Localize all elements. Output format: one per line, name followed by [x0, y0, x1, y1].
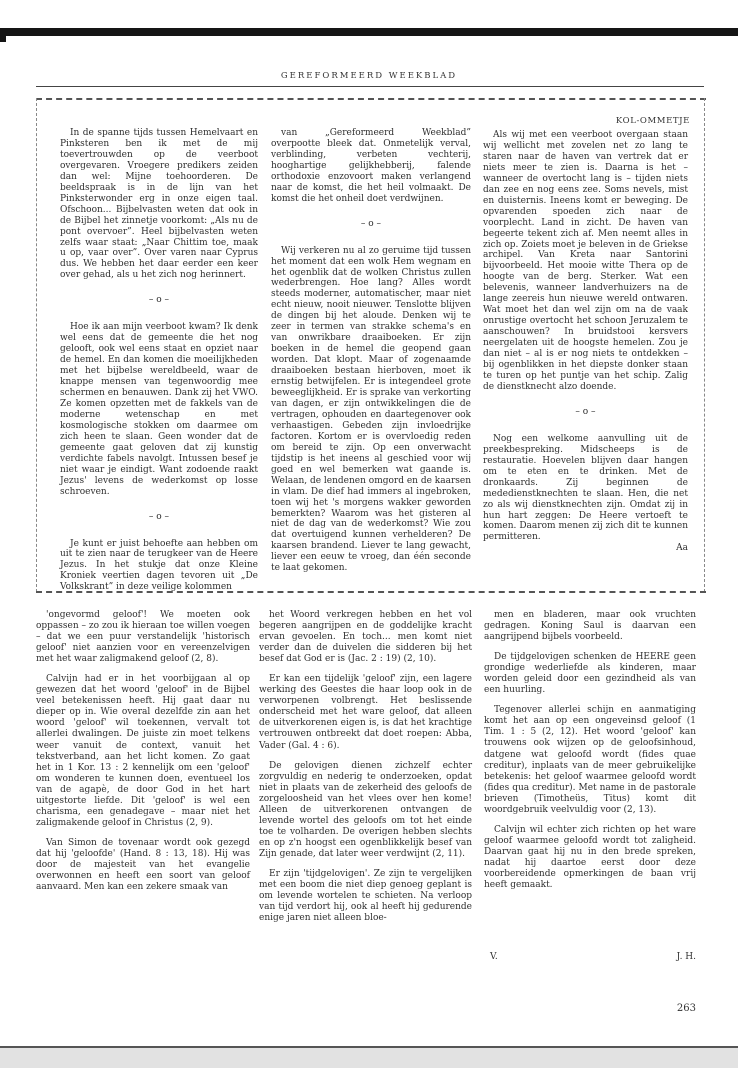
article-text-2	[259, 610, 472, 924]
paragraph: Tegenover allerlei schijn en aanmatiging komt het aan op een ongeveinsd geloof (1 Tim. 1 : 5 (2, 12). Het woord 'geloof' kan trouwens ook wijzen op de geloofsinhoud, datgene wat geloofd wordt (fides quae creditur), inplaats van de meer gebruikelijke betekenis: het geloof waarmee geloofd wordt (fides qua creditur). Met name in de pastorale brieven (Timotheüs, Titus) komt dit woordgebruik veelvuldig voor (2, 13).	[484, 705, 696, 815]
paragraph: Nog een welkome aanvulling uit de preekbespreking. Midscheeps is de restauratie. Hoevelen blijven daar hangen om te eten en te drinken. Met de dronkaards. Zij beginnen de mededienstknechten te slaan. Hen, die net zo als wij dienstknechten zijn. Omdat zij in hun hart zeggen: De Heere vertoeft te komen. Daarom menen zij zich dit te kunnen permitteren.	[483, 433, 688, 543]
section-separator: – o –	[148, 511, 170, 522]
paragraph: In de spanne tijds tussen Hemelvaart en Pinksteren ben ik met de mij toevertrouwden op de veerboot overgevaren. Vroegere predikers zeiden dan wel: Mijne toehoorderen. De beeldspraak is in de lijn van het Pinksterwonder erg in onze eigen taal. Ofschoon... Bijbelvasten weten dat ook in de Bijbel het zinnetje voorkomt: „Als nu de pont overvoer”. Heel bijbelvasten weten zelfs waar staat: „Naar Chittim toe, maak u op, vaar over”. Over varen naar Cyprus dus. We hebben het daar eerder een keer over gehad, als u het zich nog herinnert.	[60, 128, 258, 281]
article-text-3	[484, 610, 696, 891]
column-box-right-border	[704, 98, 705, 592]
scan-top-bar-cap	[0, 28, 6, 42]
paragraph: Er zijn 'tijdgelovigen'. Ze zijn te vergelijken met een boom die niet diep genoeg geplant is om levende wortelen te schieten. Na verloop van tijd verdort hij, ook al heeft hij gedurende enige jaren niet alleen bloe-	[259, 868, 472, 924]
article-text-1	[36, 610, 250, 893]
author-initials: J. H.	[676, 952, 696, 962]
paragraph: 'ongevormd geloof'! We moeten ook oppassen – zo zou ik hieraan toe willen voegen – dat we een puur verstandelijk 'historisch geloof' niet aanzien voor en vereenzelvigen met het waar zaligmakend geloof (2, 8).	[36, 610, 250, 665]
scan-bottom-edge-line	[0, 1046, 738, 1048]
scan-bottom-edge	[0, 1046, 738, 1068]
column-title: KOL-OMMETJE	[615, 116, 690, 126]
section-separator: – o –	[575, 406, 596, 417]
paragraph: Van Simon de tovenaar wordt ook gezegd dat hij 'geloofde' (Hand. 8 : 13, 18). Hij was door de majesteit van het evangelie overwonnen en heeft een soort van geloof aanvaard. Men kan een zekere smaak van	[36, 837, 250, 893]
column-signature: Aa	[676, 543, 688, 554]
column-text-1	[60, 128, 258, 593]
section-separator: – o –	[148, 295, 170, 306]
paragraph: Als wij met een veerboot overgaan staan wij wellicht met zovelen net zo lang te staren naar de haven van vertrek dat er niets meer te zien is. Daarna is het – wanneer de overtocht lang is – tijden niets dan zee en nog eens zee. Soms nevels, mist en duisternis. Ineens komt er beweging. De opvarenden spoeden zich naar de voorplecht. Land in zicht. De haven van begeerte tekent zich af. Men neemt alles in zich op. Zoiets moet je beleven in de Griekse archipel. Van Kreta naar Santorini bijvoorbeeld. Het mooie witte Thera op de hoogte van de berg. Sterker. Wat een belevenis, wanneer landverhuizers na de lange zeereis hun nieuwe wereld ontwaren. Wat moet het dan wel zijn om na de vaak onrustige overtocht het schoon Jeruzalem te aanschouwen? In bruidstooi kersvers neergelaten uit de hoogste hemelen. Zou je dan niet – al is er nog niets te ontdekken – bij ogenblikken in het diepste donker staan te turen op het puntje van het schip. Zalig de dienstknecht alzo doende.	[483, 130, 688, 392]
footer-left-mark: V.	[490, 952, 498, 962]
paragraph: De tijdgelovigen schenken de HEERE geen grondige wederliefde als kinderen, maar worden geleid door een gezindheid als van een huurling.	[484, 652, 696, 696]
paragraph: Er kan een tijdelijk 'geloof' zijn, een lagere werking des Geestes die haar loop ook in de verworpenen volbrengt. Het beslissende onderscheid met het ware geloof, dat alleen de uitverkorenen eigen is, is dat het krachtige vertrouwen ontbreekt dat doet roepen: Abba, Vader (Gal. 4 : 6).	[259, 674, 472, 751]
paragraph: Calvijn had er in het voorbijgaan al op gewezen dat het woord 'geloof' in de Bijbel veel betekenissen heeft. Hij gaat daar nu dieper op in. Wie overal dezelfde zin aan het woord 'geloof' wil toekennen, vervalt tot allerlei dwalingen. De juiste zin moet telkens weer vanuit de context, vanuit het tekstverband, aan het licht komen. Zo gaat het in 1 Kor. 13 : 2 kennelijk om een 'geloof' om wonderen te kunnen doen, eventueel los van de agapè, de door God in het hart uitgestorte liefde. Dit 'geloof' is wel een charisma, een genadegave – maar niet het zaligmakende geloof in Christus (2, 9).	[36, 674, 250, 828]
paragraph: Wij verkeren nu al zo geruime tijd tussen het moment dat een wolk Hem wegnam en het ogenblik dat de wolken Christus zullen wederbrengen. Hoe lang? Alles wordt steeds moderner, automatischer, maar niet echt nieuw, nooit nieuwer. Tenslotte blijven de dingen bij het aloude. Denken wij te zeer in termen van strakke schema's en van onwrikbare draaiboeken. Er zijn boeken in de hemel die geopend gaan worden. Dat klopt. Maar of zogenaamde draaiboeken bestaan hierboven, moet ik ernstig betwijfelen. Er is integendeel grote beweeglijkheid. Er is sprake van verkorting van dagen, er zijn ontwikkelingen die de vertragen, ophouden en daartegenover ook verhaastigen. Gebeden zijn invloedrijke factoren. Kortom er is overvloedig reden om bereid te zijn. Op een onverwacht tijdstip is het ineens al geschied voor wij goed en wel bemerken wat gaande is. Welaan, de lendenen omgord en de kaarsen in vlam. De dief had immers al ingebroken, toen wij het 's morgens wakker geworden bemerkten? Waarom was het gisteren al niet de dag van de wederkomst? Wie zou dat overtuigend kunnen verhelderen? De kaarsen brandend. Liever te lang gewacht, liever een eeuw te vroeg, dan één seconde te laat gekomen.	[271, 245, 472, 574]
scan-top-bar	[0, 28, 738, 36]
paragraph: Je kunt er juist behoefte aan hebben om uit te zien naar de terugkeer van de Heere Jezus. In het stukje dat onze Kleine Kroniek veertien dagen tevoren uit „De Volkskrant” in deze veilige kolommen	[60, 538, 258, 593]
column-box-top-border	[36, 98, 706, 100]
column-text-2	[271, 128, 471, 574]
paragraph: Calvijn wil echter zich richten op het ware geloof waarmee geloofd wordt tot zaligheid. Daarvan gaat hij nu in den brede spreken, nadat hij daartoe eerst door deze voorbereidende opmerkingen de baan vrij heeft gemaakt.	[484, 824, 696, 891]
column-text-3	[483, 130, 688, 554]
section-separator: – o –	[360, 218, 382, 229]
running-header: GEREFORMEERD WEEKBLAD	[280, 71, 458, 81]
column-box-left-border	[36, 98, 37, 592]
paragraph: De gelovigen dienen zichzelf echter zorgvuldig en nederig te onderzoeken, opdat niet in plaats van de zekerheid des geloofs de zorgeloosheid van het vlees over hen kome! Alleen de uitverkorenen ontvangen de levende wortel des geloofs om tot het einde toe te volharden. De overigen hebben slechts en op z'n hoogst een ogenblikkelijk besef van Zijn genade, dat later weer verdwijnt (2, 11).	[259, 760, 472, 859]
page-number: 263	[676, 1003, 696, 1014]
paragraph: Hoe ik aan mijn veerboot kwam? Ik denk wel eens dat de gemeente die het nog gelooft, ook wel eens staat en opziet naar de hemel. En dan komen die moeilijkheden met het bijbelse wereldbeeld, waar de knappe mensen van tegenwoordig mee schermen en benauwen. Dank zij het VWO. Ze komen opzetten met de fakkels van de moderne wetenschap en met kosmologische stokken om daarmee om zich heen te slaan. Geen wonder dat de gemeente gaat geloven dat zij kunstig verdichte fabels navolgt. Intussen besef je niet waar je eindigt. Want zodoende raakt Jezus' levens de wederkomst op losse schroeven.	[60, 322, 258, 497]
header-rule	[36, 86, 704, 87]
paragraph: het Woord verkregen hebben en het vol begeren aangrijpen en de goddelijke kracht ervan gevoelen. En toch... men komt niet verder dan de duivelen die sidderen bij het besef dat God er is (Jac. 2 : 19) (2, 10).	[259, 610, 472, 665]
paragraph: men en bladeren, maar ook vruchten gedragen. Koning Saul is daarvan een aangrijpend bijbels voorbeeld.	[484, 610, 696, 643]
paragraph: van „Gereformeerd Weekblad” overpootte bleek dat. Onmetelijk verval, verblinding, verbeten vechterij, hooghartige gelijkhebberij, falende orthodoxie enzovoort maken verlangend naar de komst, die het heil volmaakt. De komst die het onheil doet verdwijnen.	[271, 128, 471, 204]
